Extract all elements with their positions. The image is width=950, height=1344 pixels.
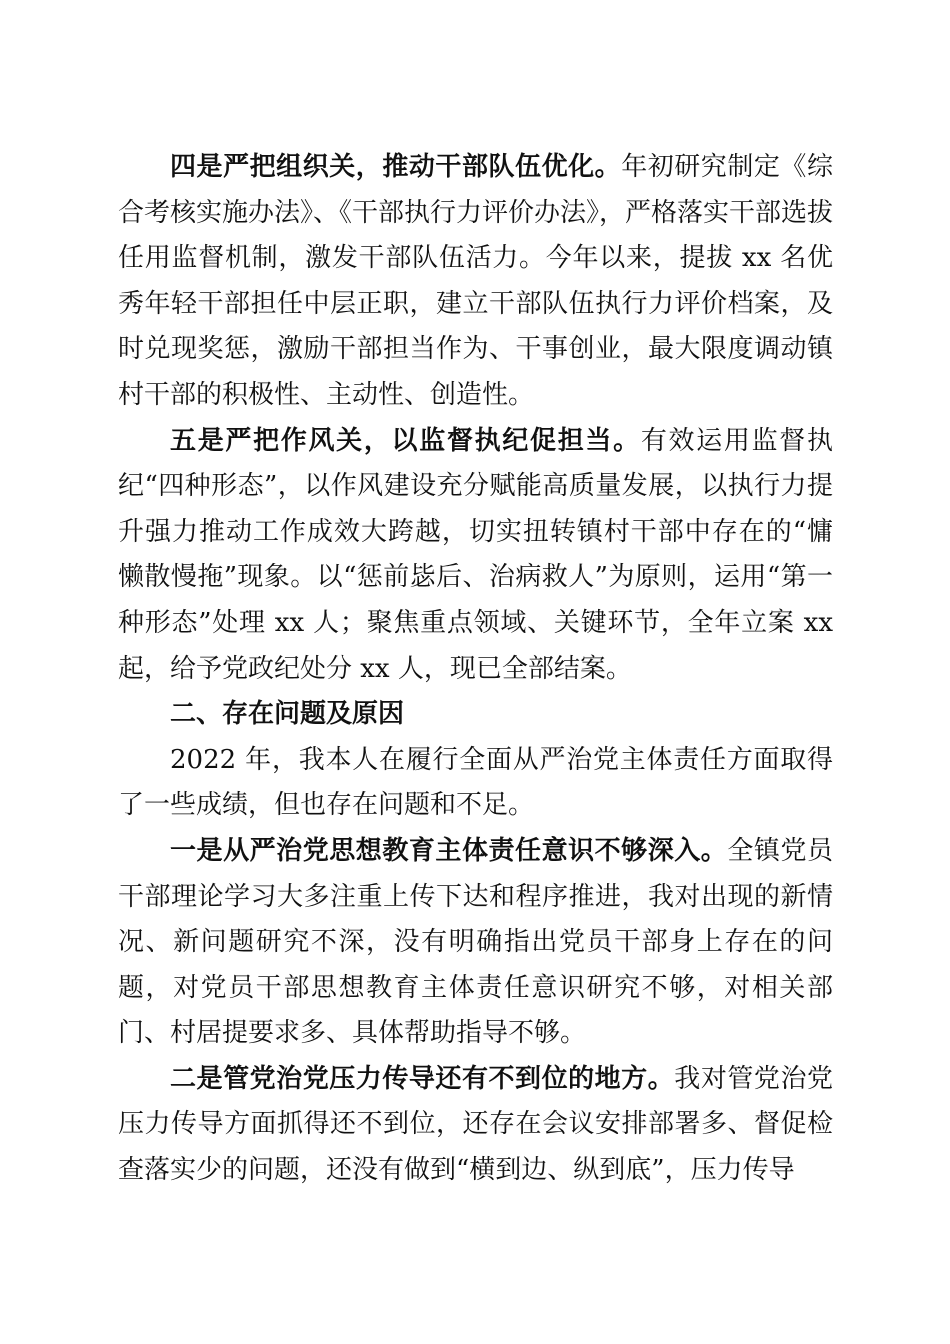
paragraph-problem-two: [118, 1057, 833, 1194]
paragraph-organization: [118, 145, 833, 419]
paragraph-body: 年初研究制定《综合考核实施办法》、《干部执行力评价办法》，严格落实干部选拔任用监督机制，激发干部队伍活力。今年以来，提拔 xx 名优秀年轻干部担任中层正职，建立干部队伍执行力评价档案，及时兑现奖惩，激励干部担当作为、干事创业，最大限度调动镇村干部的积极性、主动性、创造性。: [118, 152, 834, 410]
paragraph-body: 全镇党员干部理论学习大多注重上传下达和程序推进，我对出现的新情况、新问题研究不深，没有明确指出党员干部身上存在的问题，对党员干部思想教育主体责任意识研究不够，对相关部门、村居提要求多、具体帮助指导不够。: [118, 835, 833, 1049]
paragraph-body: 2022 年，我本人在履行全面从严治党主体责任方面取得了一些成绩，但也存在问题和不足。: [118, 744, 833, 821]
paragraph-work-style: [118, 419, 833, 693]
paragraph-intro: [118, 738, 833, 829]
paragraph-body: 有效运用监督执纪“四种形态”，以作风建设充分赋能高质量发展，以执行力提升强力推动工作成效大跨越，切实扭转镇村干部中存在的“慵懒散慢拖”现象。以“惩前毖后、治病救人”为原则，运用“第一种形态”处理 xx 人；聚焦重点领域、关键环节，全年立案 xx 起，给予党政纪处分 xx 人，现已全部结案。: [118, 425, 833, 684]
paragraph-lead: 一是从严治党思想教育主体责任意识不够深入。: [170, 835, 728, 866]
document-page: [118, 145, 833, 1194]
paragraph-lead: 五是严把作风关，以监督执纪促担当。: [170, 425, 641, 456]
section-heading: 二、存在问题及原因: [170, 699, 405, 730]
paragraph-body: 我对管党治党压力传导方面抓得还不到位，还存在会议安排部署多、督促检查落实少的问题，还没有做到“横到边、纵到底”，压力传导: [118, 1063, 833, 1186]
paragraph-lead: 四是严把组织关，推动干部队伍优化。: [170, 152, 622, 182]
paragraph-lead: 二是管党治党压力传导还有不到位的地方。: [170, 1063, 675, 1094]
paragraph-problem-one: [118, 829, 833, 1057]
